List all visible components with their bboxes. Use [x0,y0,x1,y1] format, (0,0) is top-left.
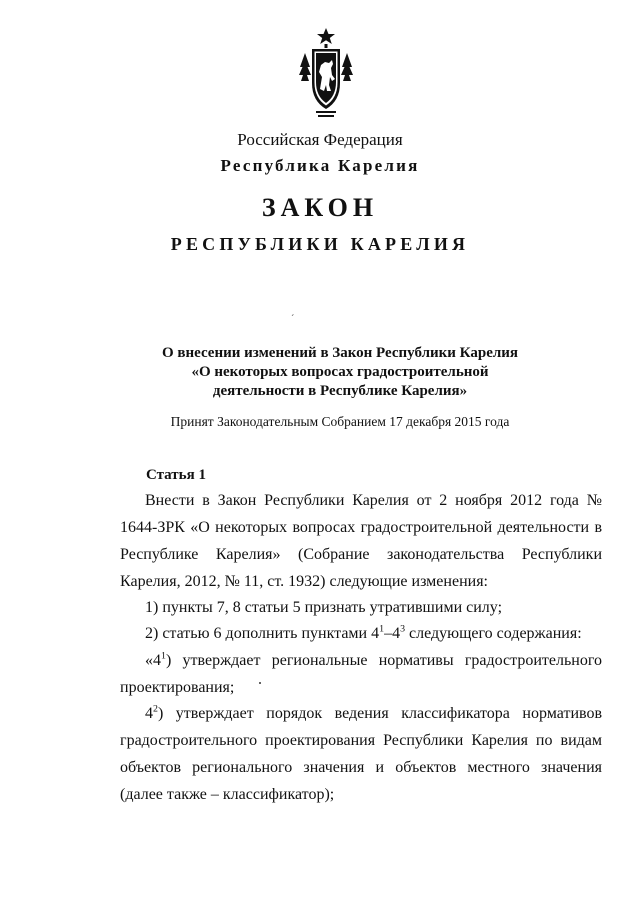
law-title [150,344,530,401]
article-subitem-4-1 [120,647,602,701]
article-heading: Статья 1 [146,467,206,483]
scan-mark: ´ [291,314,295,325]
scan-speck [259,682,261,684]
article-intro-paragraph: Внести в Закон Республики Карелия от 2 ноября 2012 года № 1644-ЗРК «О некоторых вопросах градостроительной деятельности в Республике Карелия» (Собрание законодательства Республики Карелия, 2012, № 11, ст. 1932) следующие изменения: [120,492,602,590]
item-text: ) утверждает региональные нормативы градостроительного проектирования; [120,652,602,696]
law-title-line: О внесении изменений в Закон Республики Карелия [161,345,519,361]
document-issuer-heading: РЕСПУБЛИКИ КАРЕЛИЯ [170,234,470,254]
superscript: 2 [153,703,158,715]
coat-of-arms-icon [298,27,354,119]
item-text: –4 [384,625,401,642]
item-text: следующего содержания: [405,625,582,642]
superscript: 1 [161,650,166,662]
republic-label: Республика Карелия [220,156,420,175]
adoption-note: Принят Законодательным Собранием 17 декабря 2015 года [170,414,510,429]
superscript: 3 [400,623,406,635]
law-title-line: деятельности в Республике Карелия» [212,383,468,399]
law-title-line: «О некоторых вопросах градостроительной [191,364,489,380]
superscript: 1 [379,623,385,635]
article-subitem-4-2 [120,700,602,808]
federation-label: Российская Федерация [237,130,403,149]
item-text: «4 [145,652,161,669]
item-text: 4 [145,705,153,722]
item-text: ) утверждает порядок ведения классификатора нормативов градостроительного проектирования Республики Карелия по видам объектов регионального значения и объектов местного значения (далее также – классификатор); [120,705,602,803]
article-item-1: 1) пункты 7, 8 статьи 5 признать утратившими силу; [145,599,503,616]
document-type-heading: ЗАКОН [261,193,379,222]
article-item-2 [120,620,602,647]
item-text: 2) статью 6 дополнить пунктами 4 [145,625,380,642]
